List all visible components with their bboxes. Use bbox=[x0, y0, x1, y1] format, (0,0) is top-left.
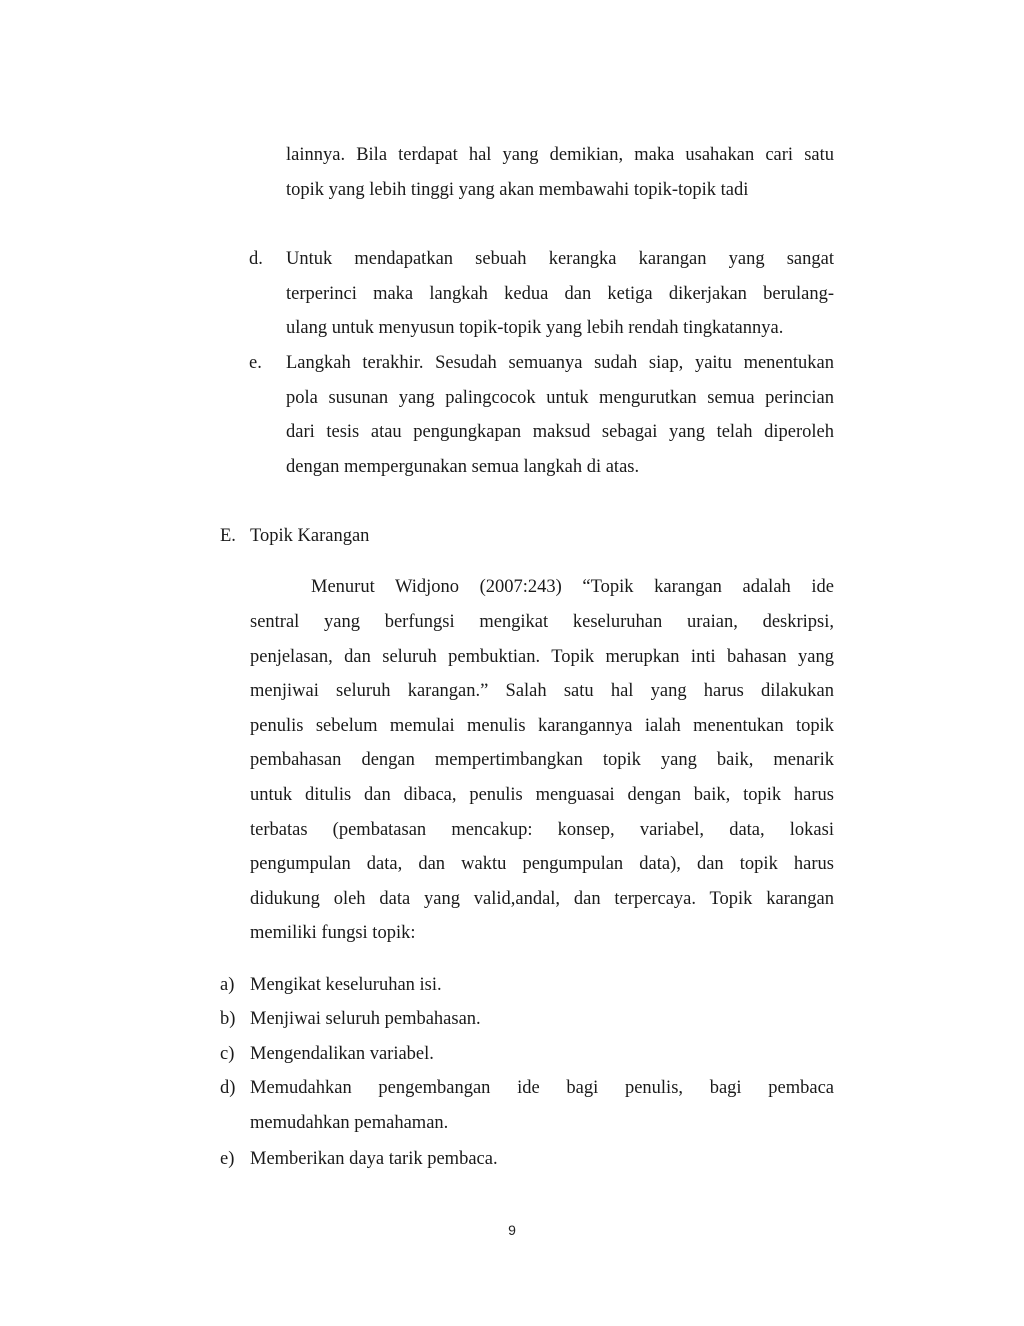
list-item-line: memudahkan pemahaman. bbox=[250, 1113, 449, 1133]
list-marker: a) bbox=[220, 975, 235, 995]
section-title: Topik Karangan bbox=[250, 526, 370, 546]
paragraph-line: untuk ditulis dan dibaca, penulis menguasai dengan baik, topik harus bbox=[250, 785, 834, 805]
list-marker: d) bbox=[220, 1078, 236, 1098]
list-item-line: Mengikat keseluruhan isi. bbox=[250, 975, 442, 995]
paragraph-line: penulis sebelum memulai menulis karangannya ialah menentukan topik bbox=[250, 716, 834, 736]
list-item-line: dari tesis atau pengungkapan maksud sebagai yang telah diperoleh bbox=[286, 422, 834, 442]
section-marker: E. bbox=[220, 526, 236, 546]
paragraph-line: menjiwai seluruh karangan.” Salah satu hal yang harus dilakukan bbox=[250, 681, 834, 701]
list-item-line: terperinci maka langkah kedua dan ketiga dikerjakan berulang- bbox=[286, 284, 834, 304]
list-item-line: dengan mempergunakan semua langkah di atas. bbox=[286, 457, 640, 477]
list-marker: c) bbox=[220, 1044, 235, 1064]
list-item-line: Untuk mendapatkan sebuah kerangka karangan yang sangat bbox=[286, 249, 834, 269]
list-marker: d. bbox=[249, 249, 263, 269]
list-marker: e) bbox=[220, 1149, 235, 1169]
paragraph-line: Menurut Widjono (2007:243) “Topik karangan adalah ide bbox=[311, 577, 834, 597]
list-item-line: Memberikan daya tarik pembaca. bbox=[250, 1149, 498, 1169]
paragraph-line: terbatas (pembatasan mencakup: konsep, variabel, data, lokasi bbox=[250, 820, 834, 840]
list-item-line: Mengendalikan variabel. bbox=[250, 1044, 434, 1064]
paragraph-line: pembahasan dengan mempertimbangkan topik yang baik, menarik bbox=[250, 750, 834, 770]
page-number: 9 bbox=[508, 1222, 516, 1238]
list-item-line: Langkah terakhir. Sesudah semuanya sudah siap, yaitu menentukan bbox=[286, 353, 834, 373]
list-marker: b) bbox=[220, 1009, 236, 1029]
paragraph-line: memiliki fungsi topik: bbox=[250, 923, 416, 943]
paragraph-line: pengumpulan data, dan waktu pengumpulan data), dan topik harus bbox=[250, 854, 834, 874]
continuation-line: lainnya. Bila terdapat hal yang demikian, maka usahakan cari satu bbox=[286, 145, 834, 165]
paragraph-line: didukung oleh data yang valid,andal, dan terpercaya. Topik karangan bbox=[250, 889, 834, 909]
list-item-line: Memudahkan pengembangan ide bagi penulis, bagi pembaca bbox=[250, 1078, 834, 1098]
list-item-line: Menjiwai seluruh pembahasan. bbox=[250, 1009, 481, 1029]
list-item-line: ulang untuk menyusun topik-topik yang lebih rendah tingkatannya. bbox=[286, 318, 784, 338]
continuation-line: topik yang lebih tinggi yang akan membawahi topik-topik tadi bbox=[286, 180, 749, 200]
paragraph-line: penjelasan, dan seluruh pembuktian. Topik merupkan inti bahasan yang bbox=[250, 647, 834, 667]
paragraph-line: sentral yang berfungsi mengikat keseluruhan uraian, deskripsi, bbox=[250, 612, 834, 632]
list-marker: e. bbox=[249, 353, 262, 373]
list-item-line: pola susunan yang palingcocok untuk mengurutkan semua perincian bbox=[286, 388, 834, 408]
